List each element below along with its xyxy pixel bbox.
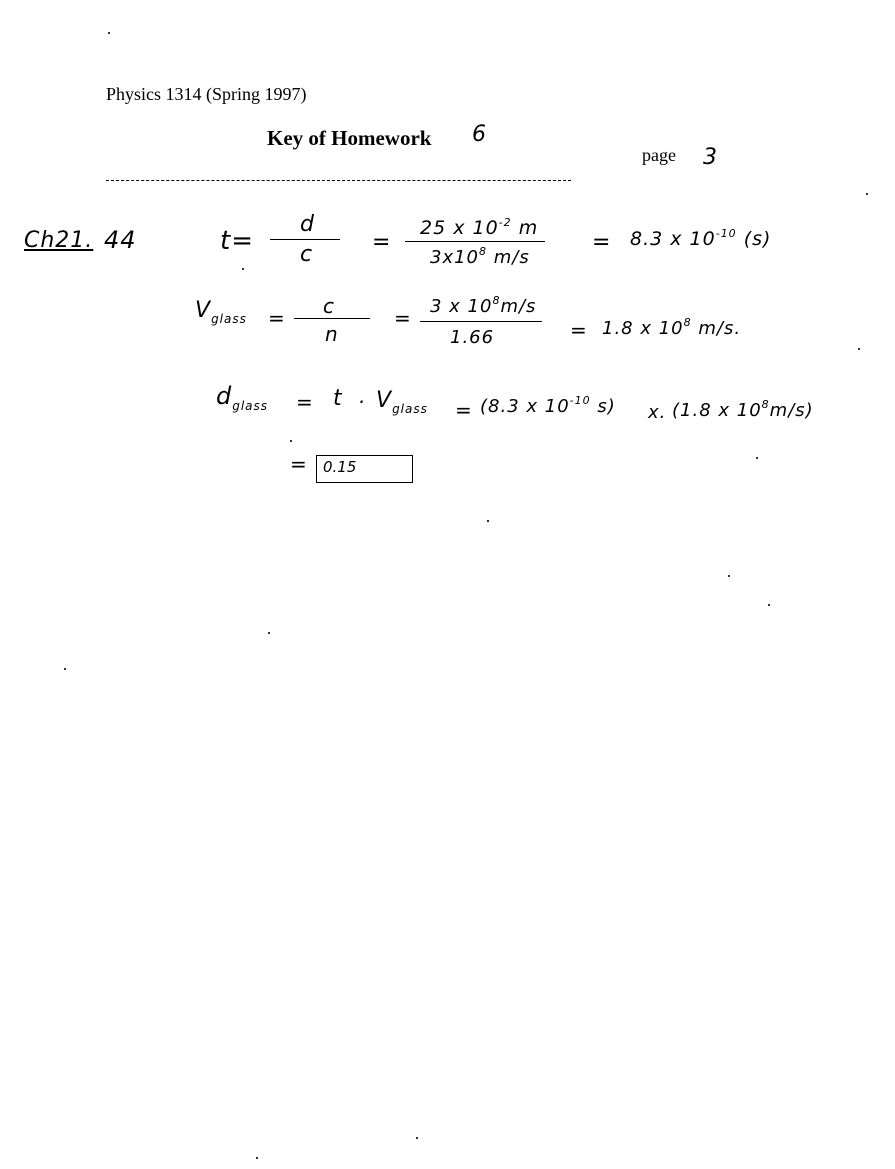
eq1-num2: [420, 217, 538, 239]
eq1-den2-base: 3x10: [430, 247, 480, 268]
scan-speck: [290, 440, 292, 442]
page-number: 3: [703, 145, 718, 170]
eq3-term1-unit: s): [597, 396, 616, 417]
eq3-term1-base: (8.3 x 10: [480, 396, 570, 417]
eq3-term2: [672, 400, 814, 421]
eq3-dot: ·: [358, 390, 366, 414]
eq3-equals-2: =: [455, 398, 473, 422]
eq1-denominator: c: [300, 242, 314, 267]
eq3-v-sub: glass: [392, 402, 428, 416]
page-label: page: [642, 145, 676, 165]
eq2-result-unit: m/s.: [698, 318, 742, 339]
eq3-term2-base: (1.8 x 10: [672, 400, 762, 421]
eq2-denominator: n: [325, 322, 339, 346]
course-heading: Physics 1314 (Spring 1997): [106, 84, 307, 104]
eq3-term1-exp: -10: [569, 394, 591, 407]
scan-speck: [256, 1157, 258, 1159]
scan-speck: [416, 1137, 418, 1139]
eq3-lhs-sub: glass: [232, 399, 269, 413]
scan-speck: [64, 668, 66, 670]
scan-speck: [487, 520, 489, 522]
eq3-v: [376, 388, 428, 416]
eq2-equals: =: [268, 306, 286, 330]
eq3-term1: [480, 396, 616, 417]
page-title: Key of Homework: [267, 126, 432, 150]
eq1-den2-exp: 8: [479, 245, 488, 258]
chapter-label: Ch21.: [24, 228, 94, 253]
scan-speck: [866, 193, 868, 195]
eq1-result: [630, 228, 771, 250]
eq3-term2-unit: m/s): [769, 400, 814, 421]
eq2-num2-exp: 8: [492, 294, 501, 307]
eq2-num2-base: 3 x 10: [430, 296, 493, 317]
scan-speck: [108, 32, 110, 34]
eq3-term2-exp: 8: [761, 398, 770, 411]
eq1-result-unit: (s): [743, 228, 772, 250]
eq3-lhs-base: d: [216, 382, 233, 410]
eq2-lhs-sub: glass: [211, 312, 247, 326]
eq2-lhs-base: V: [195, 298, 212, 323]
eq1-equals: =: [372, 230, 392, 255]
eq2-numerator: c: [323, 294, 335, 318]
eq1-den2-unit: m/s: [493, 247, 530, 268]
eq2-result: [602, 318, 741, 339]
scan-speck: [728, 575, 730, 577]
eq1-num2-base: 25 x 10: [420, 217, 499, 239]
answer-equals: =: [290, 452, 308, 476]
eq2-den2: 1.66: [450, 327, 495, 348]
eq1-numerator: d: [300, 212, 315, 237]
scan-speck: [858, 348, 860, 350]
scan-speck: [768, 604, 770, 606]
eq2-equals-3: =: [570, 318, 588, 342]
eq1-num2-exp: -2: [498, 216, 512, 229]
eq1-equals-2: =: [592, 230, 612, 255]
eq2-fraction-bar: [294, 318, 370, 319]
scan-speck: [242, 268, 244, 270]
eq3-equals: =: [296, 390, 314, 414]
eq2-result-base: 1.8 x 10: [602, 318, 684, 339]
homework-number: 6: [472, 122, 487, 147]
eq2-equals-2: =: [394, 306, 412, 330]
eq1-fraction-bar-2: [405, 241, 545, 242]
eq2-num2: [430, 296, 536, 317]
eq1-lhs: t=: [220, 226, 254, 256]
eq3-lhs: [216, 382, 269, 413]
eq2-fraction-bar-2: [420, 321, 542, 322]
eq2-result-exp: 8: [683, 316, 692, 329]
header-divider: [106, 180, 571, 181]
answer-value: 0.15: [323, 458, 357, 476]
eq2-num2-unit: m/s: [500, 296, 537, 317]
scan-speck: [756, 457, 758, 459]
eq1-result-exp: -10: [715, 227, 737, 240]
eq1-result-base: 8.3 x 10: [630, 228, 716, 250]
eq1-den2: [430, 247, 530, 268]
eq2-lhs: [195, 298, 247, 326]
eq1-num2-unit: m: [518, 217, 539, 239]
eq3-v-base: V: [376, 388, 393, 413]
problem-number: 44: [104, 226, 137, 254]
eq3-t: t: [333, 386, 343, 411]
eq3-times: x.: [648, 402, 667, 423]
scan-speck: [268, 632, 270, 634]
eq1-fraction-bar: [270, 239, 340, 240]
answer-box: [316, 455, 413, 483]
